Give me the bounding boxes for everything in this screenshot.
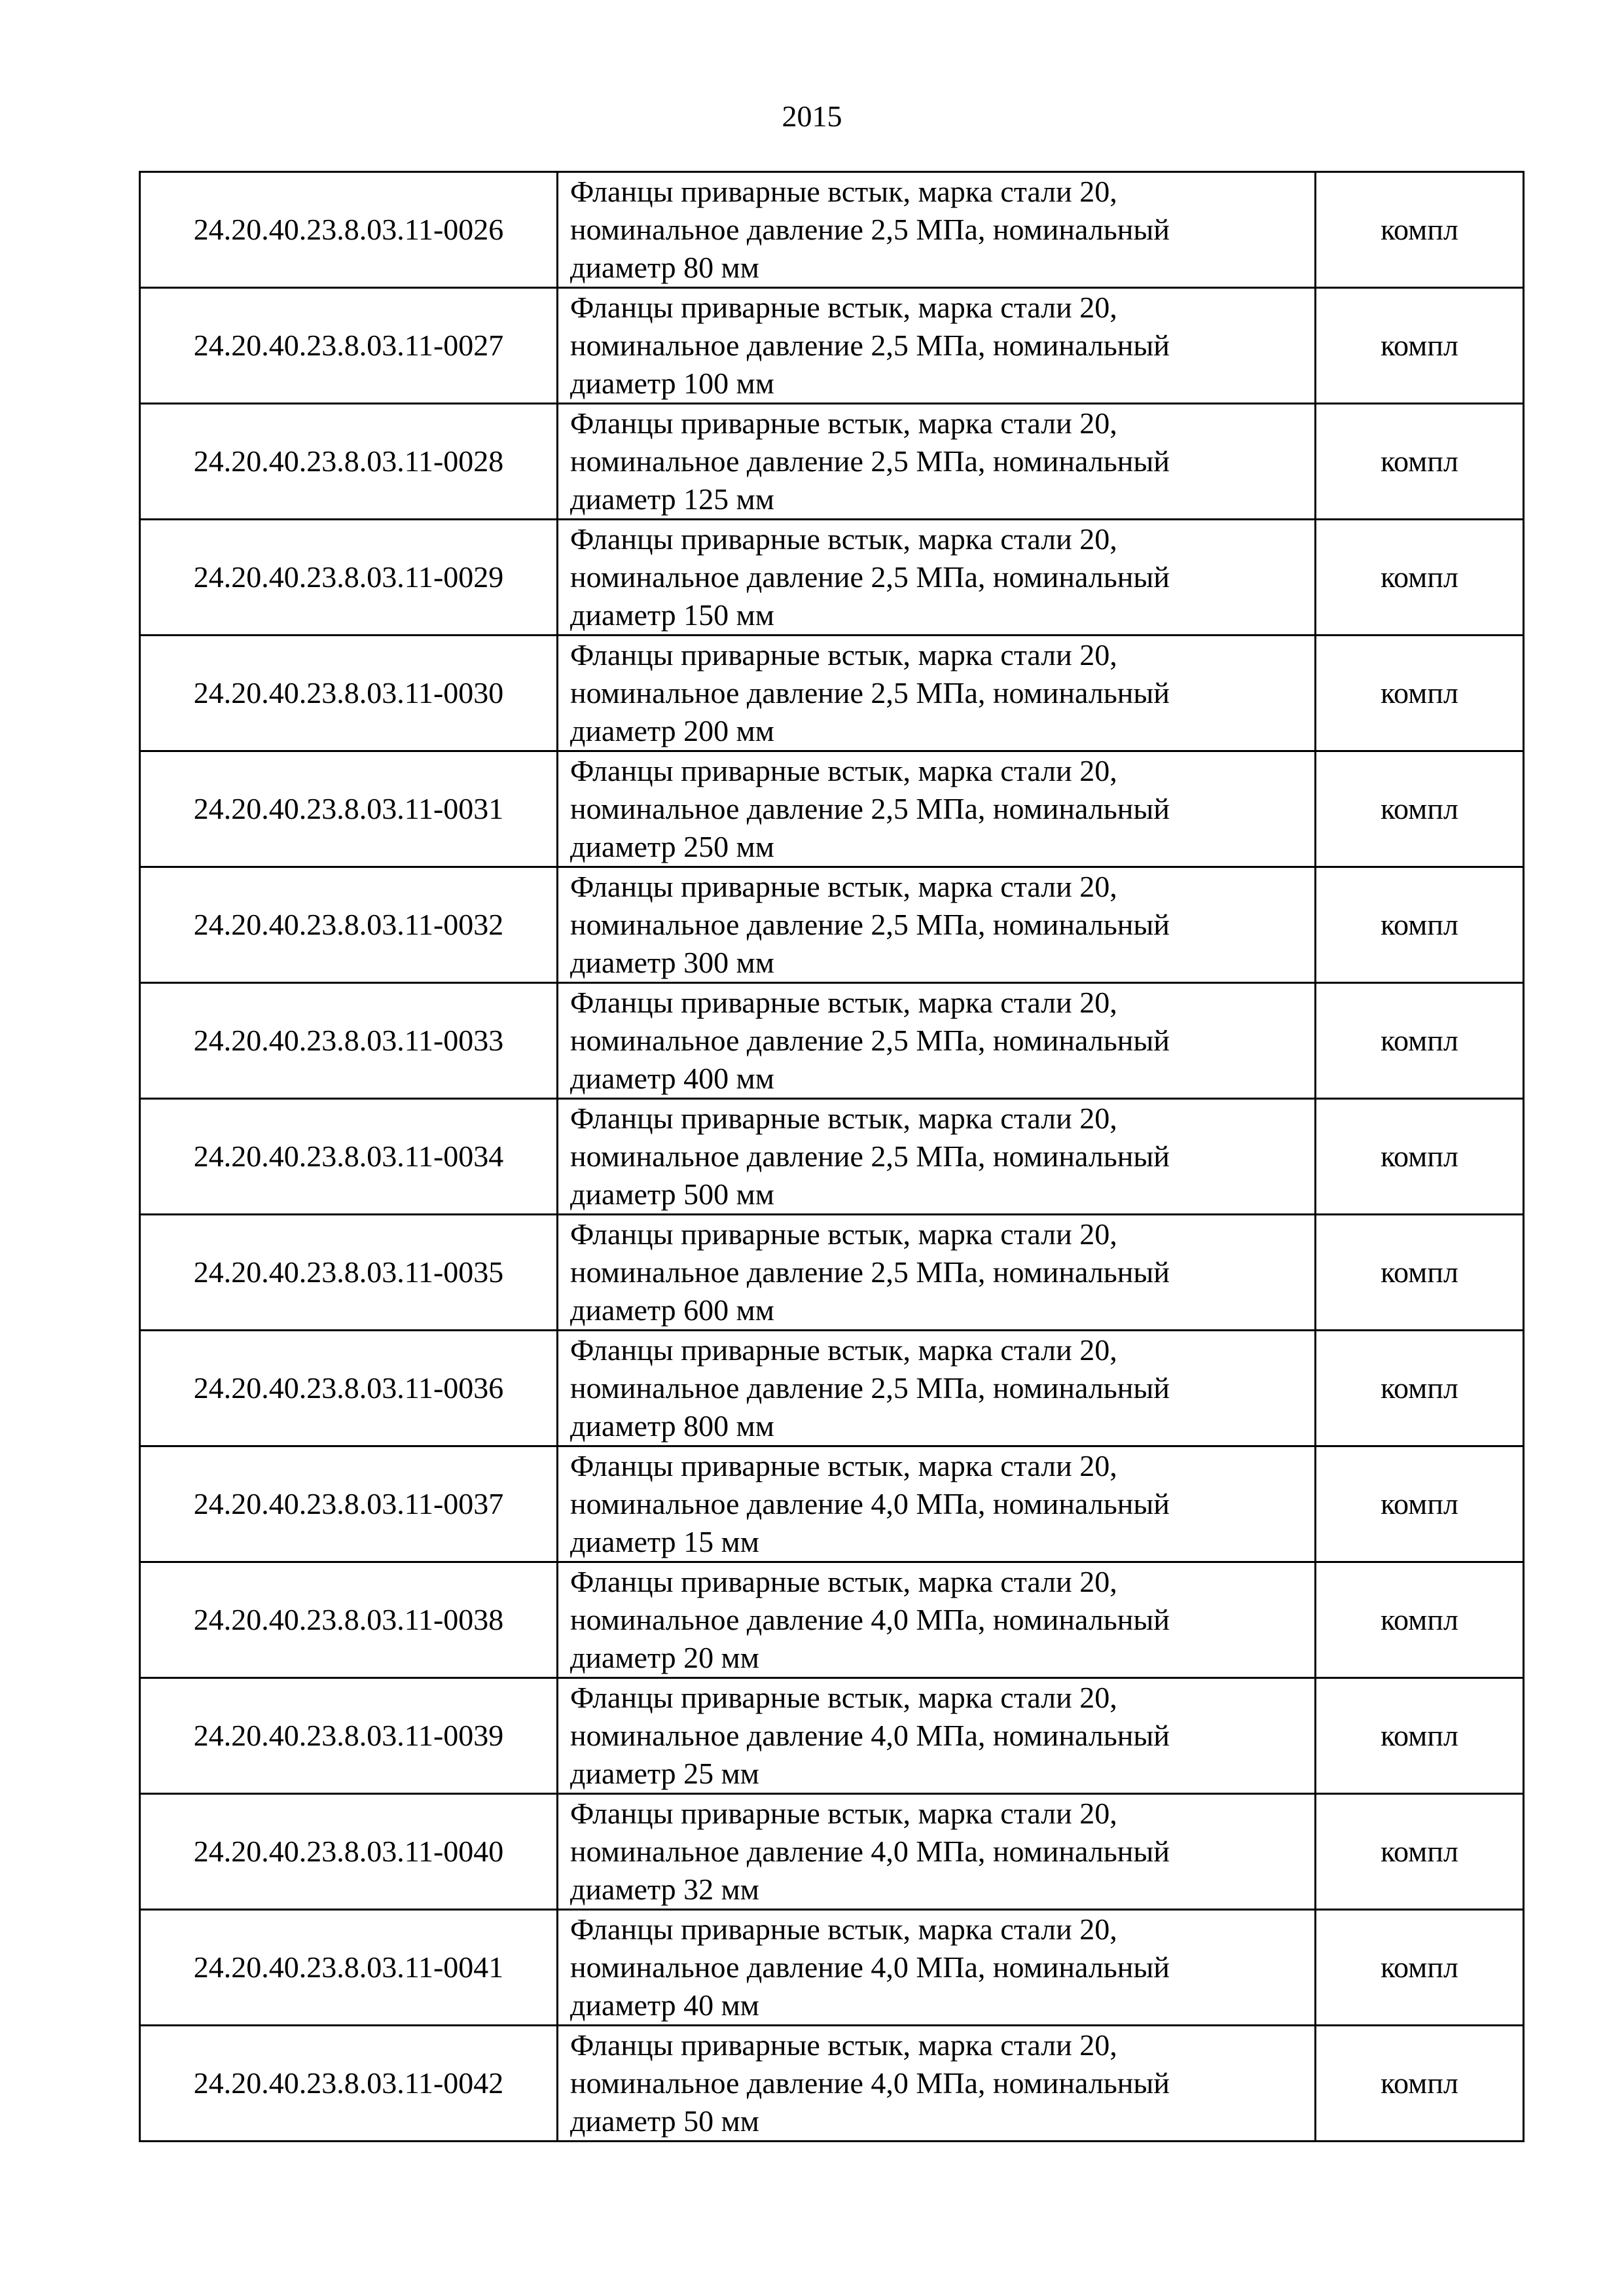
items-table xyxy=(139,171,1525,2142)
description-line: номинальное давление 2,5 МПа, номинальный xyxy=(570,1024,1170,1057)
item-code-cell: 24.20.40.23.8.03.11-0035 xyxy=(140,1215,558,1331)
description-line: диаметр 80 мм xyxy=(570,251,759,284)
item-description-cell xyxy=(558,1215,1316,1331)
item-code-cell: 24.20.40.23.8.03.11-0039 xyxy=(140,1678,558,1794)
description-line: номинальное давление 2,5 МПа, номинальный xyxy=(570,560,1170,594)
item-description-cell xyxy=(558,404,1316,520)
description-line: Фланцы приварные встык, марка стали 20, xyxy=(570,1565,1117,1598)
description-line: диаметр 800 мм xyxy=(570,1409,774,1443)
description-line: Фланцы приварные встык, марка стали 20, xyxy=(570,1681,1117,1714)
item-description-cell xyxy=(558,520,1316,636)
item-unit-cell: компл xyxy=(1316,636,1524,751)
item-description-cell xyxy=(558,751,1316,867)
table-row xyxy=(140,1446,1524,1562)
item-unit-cell: компл xyxy=(1316,1910,1524,2026)
description-line: Фланцы приварные встык, марка стали 20, xyxy=(570,1797,1117,1830)
table-row xyxy=(140,867,1524,983)
description-line: Фланцы приварные встык, марка стали 20, xyxy=(570,406,1117,440)
description-line: Фланцы приварные встык, марка стали 20, xyxy=(570,638,1117,672)
item-unit-cell: компл xyxy=(1316,983,1524,1099)
item-code-cell: 24.20.40.23.8.03.11-0032 xyxy=(140,867,558,983)
item-code-cell: 24.20.40.23.8.03.11-0028 xyxy=(140,404,558,520)
description-line: Фланцы приварные встык, марка стали 20, xyxy=(570,1217,1117,1251)
description-line: Фланцы приварные встык, марка стали 20, xyxy=(570,986,1117,1019)
description-line: Фланцы приварные встык, марка стали 20, xyxy=(570,754,1117,787)
table-row xyxy=(140,404,1524,520)
description-line: номинальное давление 2,5 МПа, номинальный xyxy=(570,792,1170,825)
description-line: диаметр 400 мм xyxy=(570,1062,774,1095)
description-line: номинальное давление 2,5 МПа, номинальный xyxy=(570,1139,1170,1173)
item-code-cell: 24.20.40.23.8.03.11-0040 xyxy=(140,1794,558,1910)
item-description-cell xyxy=(558,983,1316,1099)
table-row xyxy=(140,1562,1524,1678)
description-line: Фланцы приварные встык, марка стали 20, xyxy=(570,1912,1117,1946)
description-line: Фланцы приварные встык, марка стали 20, xyxy=(570,1333,1117,1367)
description-line: диаметр 15 мм xyxy=(570,1525,759,1558)
description-line: номинальное давление 4,0 МПа, номинальный xyxy=(570,1603,1170,1636)
item-code-cell: 24.20.40.23.8.03.11-0030 xyxy=(140,636,558,751)
item-description-cell xyxy=(558,172,1316,288)
description-line: диаметр 200 мм xyxy=(570,714,774,747)
description-line: номинальное давление 2,5 МПа, номинальный xyxy=(570,676,1170,709)
item-description-cell xyxy=(558,1678,1316,1794)
table-row xyxy=(140,1331,1524,1446)
description-line: номинальное давление 2,5 МПа, номинальный xyxy=(570,1371,1170,1405)
description-line: номинальное давление 4,0 МПа, номинальный xyxy=(570,1487,1170,1520)
item-unit-cell: компл xyxy=(1316,751,1524,867)
description-line: диаметр 600 мм xyxy=(570,1293,774,1327)
item-description-cell xyxy=(558,1446,1316,1562)
item-code-cell: 24.20.40.23.8.03.11-0033 xyxy=(140,983,558,1099)
description-line: номинальное давление 2,5 МПа, номинальный xyxy=(570,444,1170,478)
description-line: Фланцы приварные встык, марка стали 20, xyxy=(570,1102,1117,1135)
table-row xyxy=(140,1794,1524,1910)
table-row xyxy=(140,636,1524,751)
item-unit-cell: компл xyxy=(1316,1215,1524,1331)
description-line: номинальное давление 4,0 МПа, номинальный xyxy=(570,2066,1170,2100)
description-line: номинальное давление 4,0 МПа, номинальный xyxy=(570,1719,1170,1752)
description-line: диаметр 25 мм xyxy=(570,1757,759,1790)
description-line: Фланцы приварные встык, марка стали 20, xyxy=(570,522,1117,556)
description-line: диаметр 40 мм xyxy=(570,1988,759,2022)
description-line: диаметр 20 мм xyxy=(570,1641,759,1674)
item-unit-cell: компл xyxy=(1316,1562,1524,1678)
description-line: диаметр 100 мм xyxy=(570,367,774,400)
items-table-body xyxy=(140,172,1524,2142)
description-line: номинальное давление 2,5 МПа, номинальный xyxy=(570,908,1170,941)
item-unit-cell: компл xyxy=(1316,1331,1524,1446)
description-line: Фланцы приварные встык, марка стали 20, xyxy=(570,1449,1117,1482)
item-code-cell: 24.20.40.23.8.03.11-0031 xyxy=(140,751,558,867)
item-description-cell xyxy=(558,1794,1316,1910)
item-code-cell: 24.20.40.23.8.03.11-0036 xyxy=(140,1331,558,1446)
table-row xyxy=(140,520,1524,636)
item-code-cell: 24.20.40.23.8.03.11-0042 xyxy=(140,2026,558,2142)
table-row xyxy=(140,983,1524,1099)
item-code-cell: 24.20.40.23.8.03.11-0029 xyxy=(140,520,558,636)
description-line: диаметр 250 мм xyxy=(570,830,774,863)
table-row xyxy=(140,1215,1524,1331)
item-description-cell xyxy=(558,1099,1316,1215)
description-line: диаметр 300 мм xyxy=(570,946,774,979)
description-line: номинальное давление 2,5 МПа, номинальный xyxy=(570,329,1170,362)
item-unit-cell: компл xyxy=(1316,520,1524,636)
description-line: номинальное давление 2,5 МПа, номинальный xyxy=(570,213,1170,246)
description-line: Фланцы приварные встык, марка стали 20, xyxy=(570,291,1117,324)
item-code-cell: 24.20.40.23.8.03.11-0038 xyxy=(140,1562,558,1678)
item-description-cell xyxy=(558,288,1316,404)
description-line: Фланцы приварные встык, марка стали 20, xyxy=(570,870,1117,903)
item-description-cell xyxy=(558,2026,1316,2142)
description-line: Фланцы приварные встык, марка стали 20, xyxy=(570,175,1117,208)
item-unit-cell: компл xyxy=(1316,867,1524,983)
item-description-cell xyxy=(558,1910,1316,2026)
description-line: Фланцы приварные встык, марка стали 20, xyxy=(570,2028,1117,2062)
description-line: диаметр 500 мм xyxy=(570,1177,774,1211)
item-description-cell xyxy=(558,1331,1316,1446)
item-code-cell: 24.20.40.23.8.03.11-0037 xyxy=(140,1446,558,1562)
table-row xyxy=(140,2026,1524,2142)
description-line: номинальное давление 4,0 МПа, номинальный xyxy=(570,1950,1170,1984)
item-unit-cell: компл xyxy=(1316,288,1524,404)
item-description-cell xyxy=(558,1562,1316,1678)
page-number: 2015 xyxy=(782,99,842,133)
table-row xyxy=(140,1910,1524,2026)
item-description-cell xyxy=(558,636,1316,751)
item-unit-cell: компл xyxy=(1316,172,1524,288)
item-unit-cell: компл xyxy=(1316,404,1524,520)
description-line: диаметр 50 мм xyxy=(570,2104,759,2138)
table-row xyxy=(140,172,1524,288)
item-code-cell: 24.20.40.23.8.03.11-0027 xyxy=(140,288,558,404)
table-row xyxy=(140,288,1524,404)
item-unit-cell: компл xyxy=(1316,2026,1524,2142)
description-line: диаметр 32 мм xyxy=(570,1873,759,1906)
table-row xyxy=(140,1678,1524,1794)
item-unit-cell: компл xyxy=(1316,1099,1524,1215)
item-unit-cell: компл xyxy=(1316,1794,1524,1910)
item-unit-cell: компл xyxy=(1316,1678,1524,1794)
item-code-cell: 24.20.40.23.8.03.11-0026 xyxy=(140,172,558,288)
description-line: номинальное давление 2,5 МПа, номинальный xyxy=(570,1255,1170,1289)
description-line: диаметр 150 мм xyxy=(570,598,774,632)
item-description-cell xyxy=(558,867,1316,983)
description-line: номинальное давление 4,0 МПа, номинальный xyxy=(570,1835,1170,1868)
item-code-cell: 24.20.40.23.8.03.11-0041 xyxy=(140,1910,558,2026)
item-unit-cell: компл xyxy=(1316,1446,1524,1562)
description-line: диаметр 125 мм xyxy=(570,482,774,516)
item-code-cell: 24.20.40.23.8.03.11-0034 xyxy=(140,1099,558,1215)
table-row xyxy=(140,751,1524,867)
table-row xyxy=(140,1099,1524,1215)
